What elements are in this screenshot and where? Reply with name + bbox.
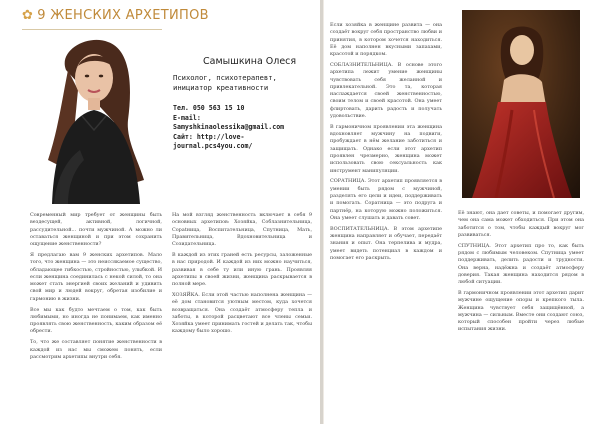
paragraph: ХОЗЯЙКА. Если этой частью наполнена женщина — её дом становится уютным местом, куда хочется возвращаться. Она создаёт атмосферу тепла и заботы, в которой расцветают все члены семьи. Хозяйка умеет принимать гостей и делать так, чтобы каждому было хорошо. — [172, 291, 312, 335]
paragraph: Я предлагаю вам 9 женских архетипов. Мало того, что женщина — это неиссякаемое существо, обладающее гибкостью, стройностью, улыбкой. И если женщина соединилась с некой силой, то она может стать энергией своих желаний и удивить свой мир и людей вокруг, обретая изобилие и гармонию в жизни. — [30, 251, 162, 302]
painting-illustration — [462, 10, 580, 198]
author-contacts — [173, 104, 313, 152]
paragraph: Современный мир требует от женщины быть вездесущей, активной, логичной, рассудительной... почти мужчиной. А можно ли оставаться женщиной и при этом сохранить ощущение женственности? — [30, 212, 162, 248]
title-text: ЖЕНСКИХ АРХЕТИПОВ — [50, 8, 209, 23]
paragraph: На мой взгляд женственность включает в себя 9 основных архетипов: Хозяйка, Соблазнительница, Сорatница, Воспитательница, Спутница, Мать, Правительница, Вдохновительница и Созидательница. — [172, 212, 312, 248]
paragraph: СПУТНИЦА. Этот архетип про то, как быть рядом с любимым человеком. Спутница умеет поддерживать, делить радости и трудности. Она верна, надёжна и создаёт атмосферу доверия. Такая женщина находится рядом в любой ситуации. — [458, 242, 584, 286]
author-phone: Тел. 050 563 15 10 — [173, 104, 245, 112]
text-column-2 — [172, 212, 312, 339]
paragraph: СОБЛАЗНИТЕЛЬНИЦА. В основе этого архетипа лежит умение женщины чувствовать себя желанной и привлекательной. Это та, которая наслаждается своей женственностью, своим телом и своей красотой. Она умеет флиртовать, дарить радость и получать удовольствие. — [330, 61, 442, 120]
page-spine-highlight — [323, 0, 324, 424]
author-site-label[interactable]: Сайт: http://love- — [173, 132, 245, 141]
paragraph: Все мы как будто мечтаем о том, как быть любимыми, но иногда не понимаем, как именно проявлять свою женственность, каким образом её обрести. — [30, 306, 162, 335]
author-email[interactable]: Samyshkinaolessika@gmail.com — [173, 123, 285, 131]
author-profile — [173, 56, 313, 152]
author-email-label: E-mail: — [173, 113, 201, 122]
paragraph: СОРАТНИЦА. Этот архетип проявляется в умении быть рядом с мужчиной, разделять его цели и идеи, поддерживать и помогать. Соратница — это подруга и партнёр, на которую можно положиться. Она умеет слушать и давать совет. — [330, 178, 442, 221]
painting-woman-red-dress — [462, 10, 580, 198]
flower-ornament-icon: ✿ — [22, 8, 34, 23]
author-site[interactable]: journal.pcs4you.com/ — [173, 142, 253, 150]
paragraph: В гармоничном проявлении эта женщина вдохновляет мужчину на подвиги, пробуждает в нём желание заботиться и защищать. Однако если этот архетип проявлен чрезмерно, женщина может использовать свою сексуальность как инструмент манипуляции. — [330, 123, 442, 174]
text-column-4 — [458, 210, 584, 337]
author-portrait — [28, 30, 156, 204]
paragraph: ВОСПИТАТЕЛЬНИЦА. В этом архетипе женщина направляет и обучает, передаёт знания и опыт. Она терпелива и мудра, умеет видеть потенциал в каждом и помогает его раскрыть. — [330, 225, 442, 261]
paragraph: То, что же составляет понятие женственности в каждой из нас мы сможем понять, если рассмотрим архетипы внутри себя. — [30, 339, 162, 360]
paragraph: В гармоничном проявлении этот архетип дарит мужчине ощущение опоры и крепкого тыла. Женщина чувствует себя защищённой, а мужчина — сильным. Вместе они создают союз, который способен пройти через любые испытания жизни. — [458, 289, 584, 333]
author-name: Самышкина Олеся — [203, 56, 297, 67]
paragraph: Если хозяйка в женщине развита — она создаёт вокруг себя пространство любви и принятия, в котором хочется находиться. Её дом наполнен вкусными запахами, красотой и порядком. — [330, 22, 442, 58]
text-column-3 — [330, 22, 442, 266]
article-title — [22, 8, 209, 23]
text-column-1 — [30, 212, 162, 365]
author-portrait-illustration — [28, 30, 156, 204]
author-role: Психолог, психотерапевт, инициатор креативности — [173, 73, 277, 92]
paragraph: В каждой из этих граней есть ресурсы, заложенные в нас природой. И каждой из них можно научиться, развивая в себе ту или иную грань. Проявляя архетипы в своей жизни, женщина раскрывается в полной мере. — [172, 251, 312, 288]
title-number: 9 — [37, 8, 46, 23]
paragraph: Её знают, она дает советы, и помогает другим, чем она сама может обходиться. При этом она заботится о том, чтобы каждый вокруг мог развиваться. — [458, 210, 584, 238]
